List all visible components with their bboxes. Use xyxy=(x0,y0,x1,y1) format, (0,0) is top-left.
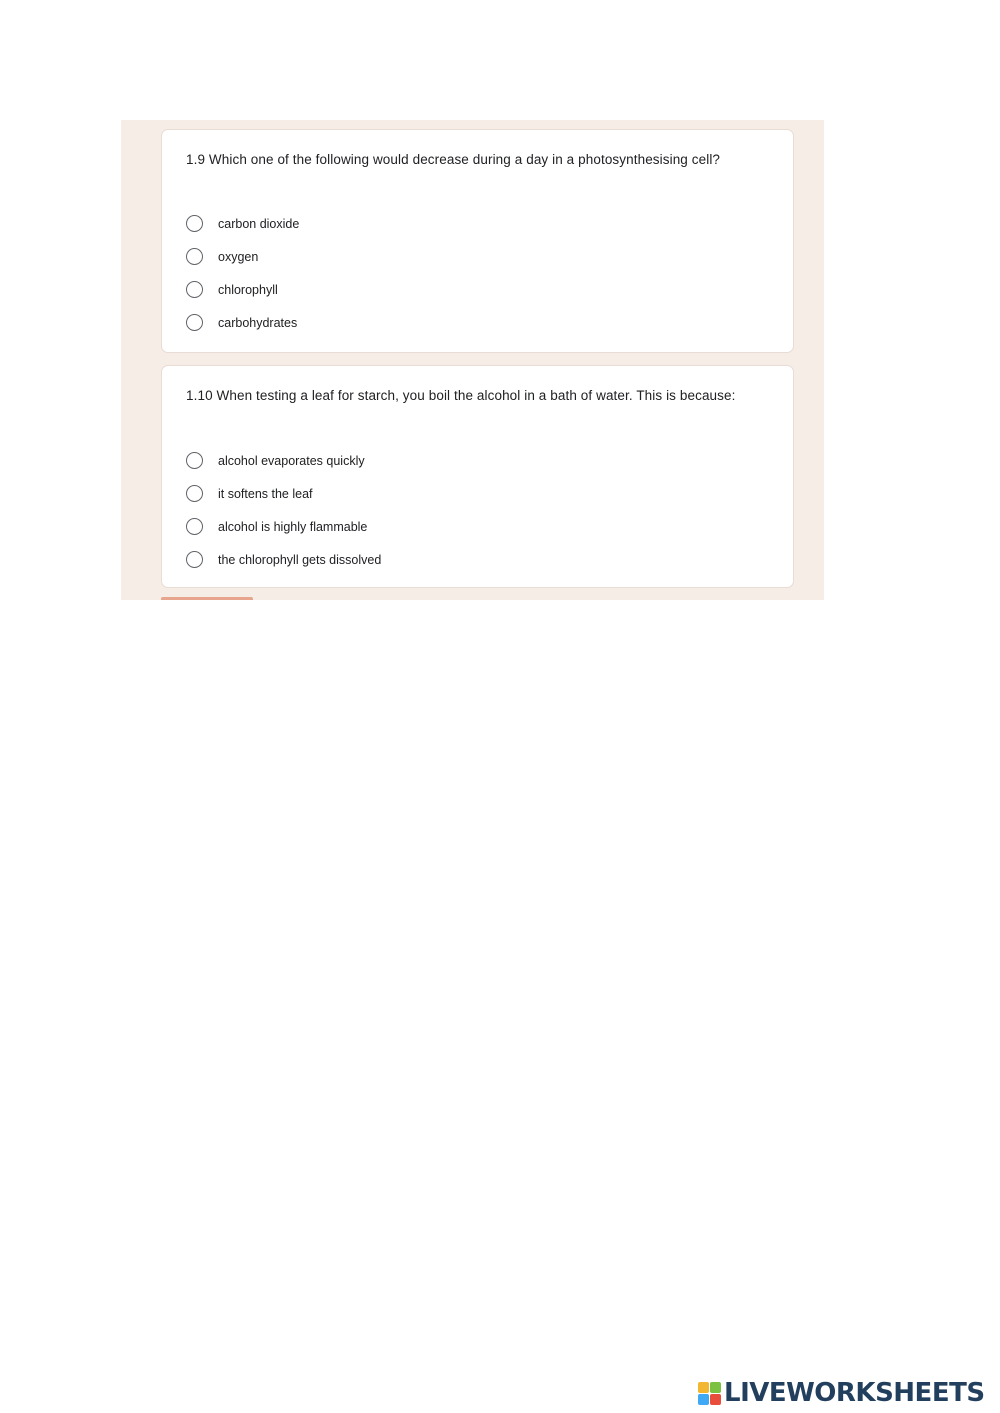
option-alcohol-evaporates[interactable] xyxy=(186,444,381,477)
option-chlorophyll-dissolved[interactable] xyxy=(186,543,381,576)
logo-text: LIVEWORKSHEETS xyxy=(724,1378,985,1408)
radio-button[interactable] xyxy=(186,281,203,298)
option-label: alcohol is highly flammable xyxy=(218,519,368,534)
option-carbon-dioxide[interactable] xyxy=(186,207,299,240)
option-label: chlorophyll xyxy=(218,282,278,297)
option-label: carbohydrates xyxy=(218,315,298,330)
option-label: alcohol evaporates quickly xyxy=(218,453,365,468)
radio-button[interactable] xyxy=(186,452,203,469)
option-oxygen[interactable] xyxy=(186,240,299,273)
logo-square-icon xyxy=(710,1382,721,1393)
radio-button[interactable] xyxy=(186,248,203,265)
question-text: 1.9 Which one of the following would decrease during a day in a photosynthesising cell? xyxy=(186,152,721,167)
radio-button[interactable] xyxy=(186,485,203,502)
logo-square-icon xyxy=(710,1394,721,1405)
option-chlorophyll[interactable] xyxy=(186,273,299,306)
option-carbohydrates[interactable] xyxy=(186,306,299,339)
option-list xyxy=(186,207,299,339)
logo-square-icon xyxy=(698,1394,709,1405)
option-label: the chlorophyll gets dissolved xyxy=(218,552,382,567)
question-card xyxy=(161,365,794,588)
logo-mark-icon xyxy=(698,1382,721,1405)
radio-button[interactable] xyxy=(186,551,203,568)
option-label: carbon dioxide xyxy=(218,216,300,231)
question-card xyxy=(161,129,794,353)
logo-square-icon xyxy=(698,1382,709,1393)
radio-button[interactable] xyxy=(186,314,203,331)
form-background xyxy=(121,120,824,600)
radio-button[interactable] xyxy=(186,518,203,535)
option-label: oxygen xyxy=(218,249,259,264)
liveworksheets-logo xyxy=(698,1378,985,1408)
question-text: 1.10 When testing a leaf for starch, you boil the alcohol in a bath of water. This is because: xyxy=(186,388,736,403)
option-list xyxy=(186,444,381,576)
option-label: it softens the leaf xyxy=(218,486,313,501)
option-softens-leaf[interactable] xyxy=(186,477,381,510)
next-button-edge[interactable] xyxy=(161,597,253,600)
radio-button[interactable] xyxy=(186,215,203,232)
option-highly-flammable[interactable] xyxy=(186,510,381,543)
